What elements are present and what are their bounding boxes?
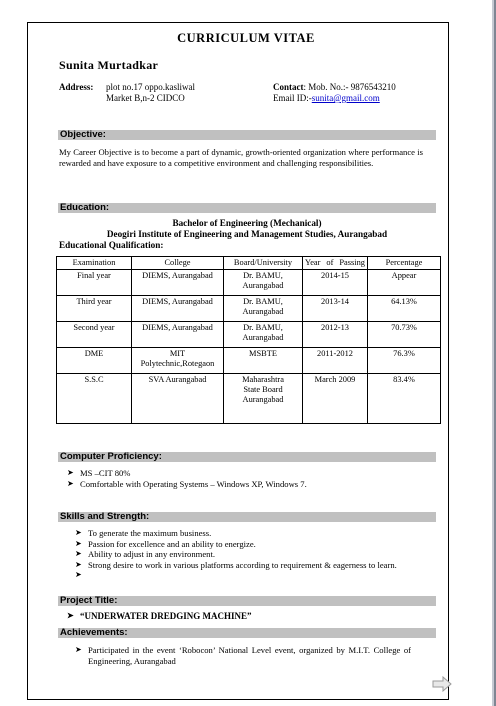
table-row <box>57 296 441 322</box>
email-link[interactable]: sunita@gmail.com <box>311 93 380 103</box>
list-item: ➤ To generate the maximum business. <box>75 528 212 538</box>
email-line: Email ID:-sunita@gmail.com <box>273 93 380 103</box>
list-item: ➤ “UNDERWATER DREDGING MACHINE” <box>67 611 252 621</box>
arrow-bullet-icon: ➤ <box>67 611 74 620</box>
project-list <box>67 611 427 622</box>
table-row <box>57 348 441 374</box>
degree: Bachelor of Engineering (Mechanical) <box>172 218 322 228</box>
list-item: ➤ Passion for excellence and an ability to energize. <box>75 538 256 549</box>
table-cell: Dr. BAMU, Aurangabad <box>224 296 303 322</box>
skills-heading: Skills and Strength: <box>58 512 436 522</box>
table-cell: MSBTE <box>224 348 303 374</box>
table-cell: DIEMS, Aurangabad <box>132 322 224 348</box>
address-line-2: Market B,n-2 CIDCO <box>106 93 185 103</box>
computer-heading: Computer Proficiency: <box>58 452 436 462</box>
table-cell: Dr. BAMU, Aurangabad <box>224 322 303 348</box>
objective-text: My Career Objective is to become a part of dynamic, growth-oriented organization where performance is rewarded and have exposure to a competitive environment and challenging responsibilities. <box>59 147 423 168</box>
list-item: ➤ Participated in the event ‘Robocon’ National Level event, organized by M.I.T. College of Engineering, Aurangabad <box>75 645 411 666</box>
arrow-bullet-icon: ➤ <box>67 468 74 477</box>
header-cell: Examination <box>57 257 132 270</box>
arrow-bullet-icon: ➤ <box>75 570 82 579</box>
table-cell: March 2009 <box>303 374 368 424</box>
table-cell: SVA Aurangabad <box>132 374 224 424</box>
list-item: ➤ Comfortable with Operating Systems – Windows XP, Windows 7. <box>67 478 307 489</box>
computer-list <box>67 468 427 489</box>
qualification-label: Educational Qualification: <box>59 240 164 250</box>
table-cell: S.S.C <box>57 374 132 424</box>
contact-line: Contact: Mob. No.:- 9876543210 <box>273 82 396 92</box>
arrow-bullet-icon: ➤ <box>75 559 82 569</box>
table-cell: 2011-2012 <box>303 348 368 374</box>
arrow-bullet-icon: ➤ <box>67 478 74 488</box>
header-cell: Board/University <box>224 257 303 270</box>
cv-title: CURRICULUM VITAE <box>177 31 315 45</box>
candidate-name: Sunita Murtadkar <box>59 58 159 72</box>
table-cell: 83.4% <box>368 374 441 424</box>
table-cell: Maharashtra State Board Aurangabad <box>224 374 303 424</box>
arrow-bullet-icon: ➤ <box>75 549 82 558</box>
table-cell: Appear <box>368 270 441 296</box>
table-row <box>57 374 441 424</box>
table-row <box>57 322 441 348</box>
table-cell: MIT Polytechnic,Rotegaon <box>132 348 224 374</box>
table-row <box>57 270 441 296</box>
table-cell: DIEMS, Aurangabad <box>132 296 224 322</box>
table-cell: 70.73% <box>368 322 441 348</box>
list-item: ➤ MS –CIT 80% <box>67 468 131 478</box>
table-cell: 2013-14 <box>303 296 368 322</box>
table-cell: Final year <box>57 270 132 296</box>
objective-heading: Objective: <box>58 130 436 140</box>
list-item: ➤ Ability to adjust in any environment. <box>75 549 215 559</box>
address-line-1: plot no.17 oppo.kasliwal <box>106 82 195 92</box>
table-cell: 64.13% <box>368 296 441 322</box>
project-heading: Project Title: <box>58 596 436 606</box>
table-cell: 76.3% <box>368 348 441 374</box>
arrow-bullet-icon: ➤ <box>75 645 82 654</box>
next-page-arrow-icon[interactable] <box>431 676 453 692</box>
achievements-heading: Achievements: <box>58 628 436 638</box>
header-cell: Percentage <box>368 257 441 270</box>
table-cell: DIEMS, Aurangabad <box>132 270 224 296</box>
header-cell: College <box>132 257 224 270</box>
achievements-list <box>75 645 411 666</box>
education-heading: Education: <box>58 203 436 213</box>
list-item <box>75 570 427 580</box>
arrow-bullet-icon: ➤ <box>75 538 82 548</box>
header-cell: Year of Passing <box>303 257 368 270</box>
table-cell: Third year <box>57 296 132 322</box>
table-header-row <box>57 257 441 270</box>
address-label: Address: <box>59 82 94 92</box>
institute: Deogiri Institute of Engineering and Management Studies, Aurangabad <box>106 229 388 239</box>
table-cell: Second year <box>57 322 132 348</box>
list-item: ➤ Strong desire to work in various platforms according to requirement & eagerness to learn. <box>75 559 397 570</box>
table-cell: Dr. BAMU, Aurangabad <box>224 270 303 296</box>
education-table <box>56 256 441 424</box>
table-cell: DME <box>57 348 132 374</box>
table-cell: 2014-15 <box>303 270 368 296</box>
skills-list <box>75 528 427 580</box>
table-cell: 2012-13 <box>303 322 368 348</box>
arrow-bullet-icon: ➤ <box>75 528 82 537</box>
